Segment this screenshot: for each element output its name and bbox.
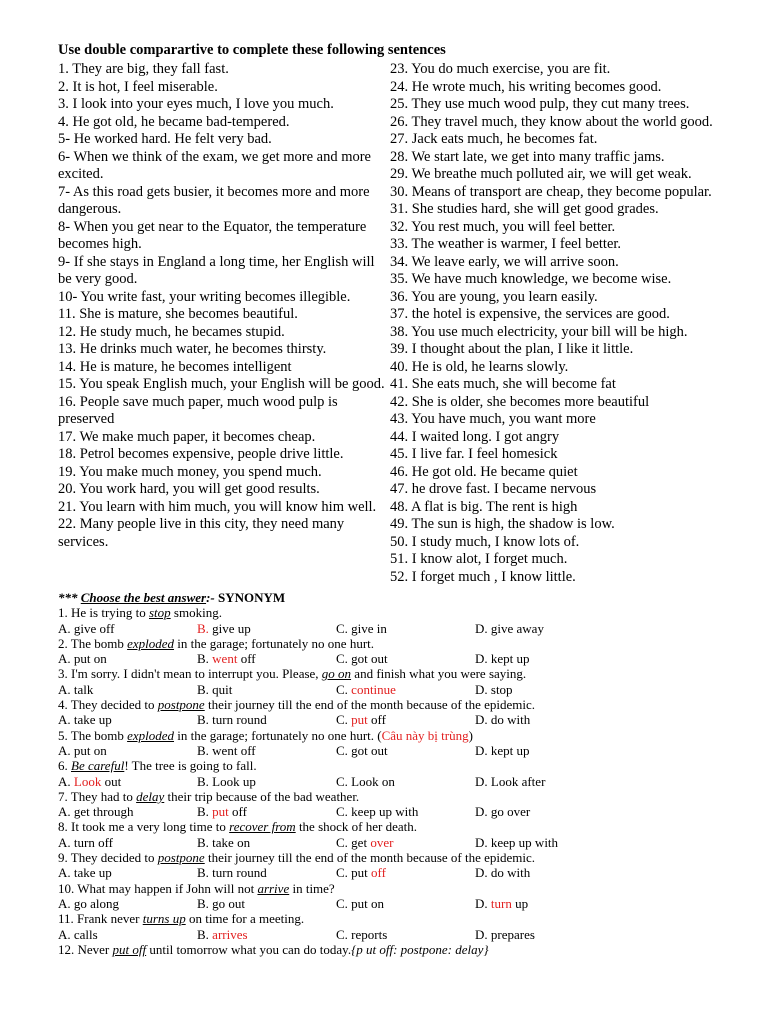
exercise-item: 8- When you get near to the Equator, the temperature becomes high. <box>58 218 367 252</box>
question-keyword: postpone <box>157 697 205 713</box>
answer-option[interactable] <box>58 804 197 819</box>
option-letter: A. <box>58 895 74 911</box>
option-text: keep up with <box>490 834 559 850</box>
option-highlight: arrives <box>212 926 248 942</box>
option-letter: A. <box>58 865 74 881</box>
option-letter: C. <box>336 681 352 697</box>
exercise-item: 23. You do much exercise, you are fit. <box>390 61 611 77</box>
answer-option[interactable] <box>197 743 336 758</box>
exercise-item: 45. I live far. I feel homesick <box>390 446 558 462</box>
option-text: got out <box>351 651 388 667</box>
answer-option[interactable] <box>475 927 615 942</box>
answer-option[interactable] <box>58 927 197 942</box>
exercise-item: 13. He drinks much water, he becomes thirsty. <box>58 341 327 357</box>
exercise-item: 33. The weather is warmer, I feel better. <box>390 236 622 252</box>
answer-option[interactable] <box>475 712 615 727</box>
exercise-item: 52. I forget much , I know little. <box>390 568 576 585</box>
left-column <box>58 61 390 586</box>
answer-option[interactable] <box>475 896 615 911</box>
answer-option[interactable] <box>58 621 197 636</box>
question-text-rest: their trip because of the bad weather. <box>164 788 360 804</box>
option-letter: B. <box>197 834 213 850</box>
answer-option[interactable] <box>58 865 197 880</box>
synonym-section <box>58 590 738 957</box>
answer-option[interactable] <box>336 927 475 942</box>
question-text: 11. Frank never <box>58 911 143 927</box>
answer-option[interactable] <box>197 896 336 911</box>
exercise-item: 44. I waited long. I got angry <box>390 428 560 445</box>
option-text: take up <box>73 865 112 881</box>
option-text: give away <box>490 620 544 636</box>
question-text-rest: ! The tree is going to fall. <box>124 758 257 774</box>
section-synonym-label: SYNONYM <box>218 590 286 605</box>
exercise-item: 15. You speak English much, your English will be good. <box>58 376 385 392</box>
question-12-note: {p ut off: postpone: delay} <box>351 941 489 957</box>
question-stem <box>58 605 738 620</box>
option-text: prepares <box>490 926 535 942</box>
exercise-item: 50. I study much, I know lots of. <box>390 533 580 550</box>
answer-options <box>58 743 738 758</box>
question-text: 9. They decided to <box>58 850 158 866</box>
option-letter: D. <box>475 865 491 881</box>
question-text: 4. They decided to <box>58 697 158 713</box>
exercise-item: 41. She eats much, she will become fat <box>390 376 616 392</box>
answer-option[interactable] <box>58 712 197 727</box>
option-letter: C. <box>336 712 352 728</box>
question-text: 7. They had to <box>58 788 137 804</box>
answer-option[interactable] <box>197 774 336 789</box>
exercise-item: 20. You work hard, you will get good results. <box>58 481 320 497</box>
option-highlight: over <box>370 834 394 850</box>
question-text: 8. It took me a very long time to <box>58 819 230 835</box>
answer-option[interactable] <box>58 896 197 911</box>
answer-option[interactable] <box>58 682 197 697</box>
option-text: take on <box>212 834 251 850</box>
exercise-item: 49. The sun is high, the shadow is low. <box>390 516 615 532</box>
answer-options <box>58 682 738 697</box>
question-12 <box>58 942 738 957</box>
option-highlight: went <box>212 651 238 667</box>
option-highlight: Look <box>73 773 102 789</box>
option-letter: B. <box>197 895 213 911</box>
answer-options <box>58 865 738 880</box>
question-text: 2. The bomb <box>58 635 128 651</box>
question-text-rest: their journey till the end of the month because of the epidemic. <box>204 850 536 866</box>
question-text: 3. I'm sorry. I didn't mean to interrupt you. Please, <box>58 666 322 682</box>
answer-option[interactable] <box>336 743 475 758</box>
exercise-item: 32. You rest much, you will feel better. <box>390 218 616 235</box>
option-text: reports <box>351 926 388 942</box>
option-letter: A. <box>58 681 74 697</box>
exercise-item: 10- You write fast, your writing becomes illegible. <box>58 288 351 305</box>
exercise-item: 14. He is mature, he becomes intelligent <box>58 358 292 375</box>
answer-option[interactable] <box>475 865 615 880</box>
answer-option[interactable] <box>336 651 475 666</box>
option-letter: D. <box>475 712 491 728</box>
section-heading <box>58 590 738 605</box>
answer-option[interactable] <box>58 743 197 758</box>
question-stem <box>58 758 738 773</box>
exercise-item: 29. We breathe much polluted air, we will get weak. <box>390 166 692 182</box>
option-text: go over <box>490 804 531 820</box>
exercise-item: 34. We leave early, we will arrive soon. <box>390 253 619 270</box>
answer-option[interactable] <box>475 835 615 850</box>
option-text: put on <box>73 651 107 667</box>
exercise-item: 36. You are young, you learn easily. <box>390 288 598 305</box>
option-text: give up <box>208 620 251 636</box>
option-text: off <box>228 804 247 820</box>
option-text: get through <box>73 804 134 820</box>
option-text: give in <box>351 620 387 636</box>
option-text: stop <box>490 681 513 697</box>
option-text: Look on <box>351 773 395 789</box>
exercise-item: 22. Many people live in this city, they need many services. <box>58 516 345 550</box>
answer-option[interactable] <box>475 743 615 758</box>
option-letter: D. <box>475 620 491 636</box>
option-letter: B. <box>197 651 213 667</box>
option-text: turn off <box>73 834 114 850</box>
option-letter: A. <box>58 804 74 820</box>
option-letter: A. <box>58 651 74 667</box>
answer-option[interactable] <box>336 835 475 850</box>
option-text: do with <box>490 865 531 881</box>
exercise-item: 18. Petrol becomes expensive, people drive little. <box>58 446 344 462</box>
exercise-item: 5- He worked hard. He felt very bad. <box>58 131 272 147</box>
exercise-item: 16. People save much paper, much wood pulp is preserved <box>58 393 338 427</box>
option-text: off <box>237 651 256 667</box>
exercise-item: 24. He wrote much, his writing becomes good. <box>390 78 662 95</box>
answer-options <box>58 774 738 789</box>
option-text: go out <box>212 895 246 911</box>
option-letter: C. <box>336 773 352 789</box>
question-keyword: postpone <box>157 850 205 866</box>
answer-option[interactable] <box>475 804 615 819</box>
answer-option[interactable] <box>58 774 197 789</box>
exercise-item: 17. We make much paper, it becomes cheap. <box>58 428 316 445</box>
option-letter: A. <box>58 742 74 758</box>
exercise-item: 3. I look into your eyes much, I love you much. <box>58 96 334 112</box>
option-text: calls <box>73 926 98 942</box>
exercise-item: 38. You use much electricity, your bill will be high. <box>390 323 688 340</box>
right-column <box>390 61 738 586</box>
question-stem <box>58 636 738 651</box>
option-letter: B. <box>197 681 213 697</box>
answer-option[interactable] <box>197 865 336 880</box>
option-text: quit <box>212 681 233 697</box>
option-highlight: B. <box>197 620 209 636</box>
option-letter: A. <box>58 620 74 636</box>
exercise-item: 21. You learn with him much, you will know him well. <box>58 498 377 515</box>
answer-options <box>58 651 738 666</box>
question-stem <box>58 881 738 896</box>
answer-option[interactable] <box>336 621 475 636</box>
exercise-item: 35. We have much knowledge, we become wise. <box>390 271 672 287</box>
question-text: 10. What may happen if John will not <box>58 880 258 896</box>
answer-option[interactable] <box>58 835 197 850</box>
option-text: put on <box>351 895 385 911</box>
exercise-item: 9- If she stays in England a long time, her English will be very good. <box>58 253 375 287</box>
option-letter: B. <box>197 865 213 881</box>
question-text-rest: smoking. <box>170 605 222 621</box>
exercise-item: 25. They use much wood pulp, they cut many trees. <box>390 96 690 112</box>
option-letter: B. <box>197 926 213 942</box>
question-text-rest: their journey till the end of the month because of the epidemic. <box>204 697 536 713</box>
option-letter: C. <box>336 651 352 667</box>
question-stem <box>58 789 738 804</box>
option-letter: D. <box>475 834 491 850</box>
question-12-rest: until tomorrow what you can do today. <box>146 941 352 957</box>
exercise-item: 2. It is hot, I feel miserable. <box>58 78 218 95</box>
answer-option[interactable] <box>197 835 336 850</box>
answer-options <box>58 621 738 636</box>
answer-options <box>58 712 738 727</box>
exercise-item: 46. He got old. He became quiet <box>390 463 578 480</box>
option-text: got out <box>351 742 388 758</box>
exercise-item: 30. Means of transport are cheap, they become popular. <box>390 183 712 200</box>
section-prefix: *** <box>58 590 81 605</box>
question-keyword: exploded <box>127 635 175 651</box>
question-12-text: 12. Never <box>58 941 113 957</box>
option-text: take up <box>73 712 112 728</box>
option-letter: C. put <box>336 865 372 881</box>
question-keyword: recover from <box>229 819 296 835</box>
option-text: out <box>101 773 122 789</box>
question-keyword: delay <box>136 788 165 804</box>
exercise-item: 6- When we think of the exam, we get more and more excited. <box>58 148 371 182</box>
option-text: turn round <box>212 712 267 728</box>
question-text: 5. The bomb <box>58 727 128 743</box>
question-stem <box>58 819 738 834</box>
exercise-item: 19. You make much money, you spend much. <box>58 463 322 480</box>
option-text: kept up <box>490 651 530 667</box>
answer-option[interactable] <box>197 651 336 666</box>
answer-option[interactable] <box>197 927 336 942</box>
exercise-columns <box>58 61 738 586</box>
question-keyword: turns up <box>142 911 186 927</box>
option-letter: B. <box>197 804 213 820</box>
option-text: put on <box>73 742 107 758</box>
option-highlight: put <box>351 712 368 728</box>
question-text-rest: the shock of her death. <box>295 819 417 835</box>
option-highlight: off <box>371 865 386 881</box>
option-text: give off <box>73 620 115 636</box>
exercise-item: 37. the hotel is expensive, the services are good. <box>390 306 670 322</box>
exercise-item: 43. You have much, you want more <box>390 411 596 427</box>
worksheet-page <box>58 42 738 957</box>
question-stem <box>58 697 738 712</box>
exercise-item: 28. We start late, we get into many traffic jams. <box>390 148 665 165</box>
question-stem <box>58 911 738 926</box>
exercise-item: 48. A flat is big. The rent is high <box>390 498 578 515</box>
question-text-rest: in the garage; fortunately no one hurt. <box>174 635 375 651</box>
option-letter: A. <box>58 712 74 728</box>
question-text-rest: and finish what you were saying. <box>351 666 527 682</box>
option-text: Look after <box>490 773 546 789</box>
answer-option[interactable] <box>197 682 336 697</box>
exercise-item: 26. They travel much, they know about the world good. <box>390 113 713 130</box>
option-highlight: turn <box>490 895 512 911</box>
option-text: Look up <box>212 773 256 789</box>
question-keyword: go on <box>321 666 352 682</box>
option-letter: C. <box>336 620 352 636</box>
answer-option[interactable] <box>475 774 615 789</box>
option-letter: D. <box>475 895 491 911</box>
option-text: up <box>511 895 529 911</box>
option-letter: B. <box>197 773 213 789</box>
question-text: 1. He is trying to <box>58 605 149 621</box>
answer-option[interactable] <box>58 651 197 666</box>
answer-option[interactable] <box>336 712 475 727</box>
exercise-item: 1. They are big, they fall fast. <box>58 61 229 77</box>
option-letter: D. <box>475 926 491 942</box>
option-text: keep up with <box>351 804 419 820</box>
question-keyword: Be careful <box>71 758 125 774</box>
option-highlight: continue <box>351 681 396 697</box>
question-stem <box>58 850 738 865</box>
exercise-item: 12. He study much, he becames stupid. <box>58 323 285 340</box>
option-letter: C. <box>336 742 352 758</box>
answer-option[interactable] <box>475 651 615 666</box>
question-keyword: exploded <box>127 727 175 743</box>
question-text-rest: in the garage; fortunately no one hurt. ( <box>174 727 382 743</box>
question-keyword: stop <box>149 605 171 621</box>
option-text: go along <box>73 895 120 911</box>
option-text: kept up <box>490 742 530 758</box>
answer-option[interactable] <box>197 712 336 727</box>
worksheet-title: Use double comparartive to complete these following sentences <box>58 42 446 58</box>
question-note-close: ) <box>468 727 473 743</box>
option-letter: A. <box>58 834 74 850</box>
option-text: went off <box>212 742 256 758</box>
answer-option[interactable] <box>475 621 615 636</box>
exercise-item: 7- As this road gets busier, it becomes more and more dangerous. <box>58 183 370 217</box>
answer-option[interactable] <box>197 804 336 819</box>
question-list <box>58 605 738 942</box>
question-stem <box>58 666 738 681</box>
option-highlight: put <box>212 804 229 820</box>
answer-option[interactable] <box>336 774 475 789</box>
answer-option[interactable] <box>336 804 475 819</box>
exercise-item: 51. I know alot, I forget much. <box>390 551 568 567</box>
option-letter: D. <box>475 804 491 820</box>
question-note: Câu này bị trùng <box>381 727 469 743</box>
exercise-item: 39. I thought about the plan, I like it little. <box>390 341 634 357</box>
answer-option[interactable] <box>336 682 475 697</box>
exercise-item: 27. Jack eats much, he becomes fat. <box>390 131 598 147</box>
option-text: turn round <box>212 865 267 881</box>
option-letter: C. <box>336 804 352 820</box>
option-text: talk <box>73 681 94 697</box>
option-letter: C. <box>336 926 352 942</box>
answer-option[interactable] <box>475 682 615 697</box>
question-text: 6. <box>58 758 71 774</box>
section-title: Choose the best answer <box>80 590 207 605</box>
option-text: off <box>367 712 386 728</box>
question-text-rest: on time for a meeting. <box>185 911 305 927</box>
option-letter: C. <box>336 895 352 911</box>
option-text: do with <box>490 712 531 728</box>
question-12-keyword: put off <box>112 941 147 957</box>
answer-options <box>58 835 738 850</box>
option-letter: D. <box>475 742 491 758</box>
option-letter: B. <box>197 742 213 758</box>
exercise-item: 11. She is mature, she becomes beautiful. <box>58 306 298 322</box>
option-letter: A. <box>58 926 74 942</box>
question-stem <box>58 728 738 743</box>
exercise-item: 47. he drove fast. I became nervous <box>390 481 597 497</box>
exercise-item: 40. He is old, he learns slowly. <box>390 358 569 375</box>
question-text-rest: in time? <box>289 880 335 896</box>
answer-options <box>58 896 738 911</box>
option-letter: D. <box>475 681 491 697</box>
answer-option[interactable] <box>336 896 475 911</box>
option-letter: B. <box>197 712 213 728</box>
option-letter: D. <box>475 773 491 789</box>
answer-option[interactable] <box>197 621 336 636</box>
option-letter: A. <box>58 773 74 789</box>
question-keyword: arrive <box>257 880 290 896</box>
exercise-item: 42. She is older, she becomes more beautiful <box>390 393 650 410</box>
answer-option[interactable] <box>336 865 475 880</box>
answer-options <box>58 804 738 819</box>
answer-options <box>58 927 738 942</box>
option-letter: D. <box>475 651 491 667</box>
option-letter: C. get <box>336 834 371 850</box>
section-title-rest: :- <box>206 590 218 605</box>
exercise-item: 31. She studies hard, she will get good grades. <box>390 201 659 217</box>
exercise-item: 4. He got old, he became bad-tempered. <box>58 113 290 130</box>
